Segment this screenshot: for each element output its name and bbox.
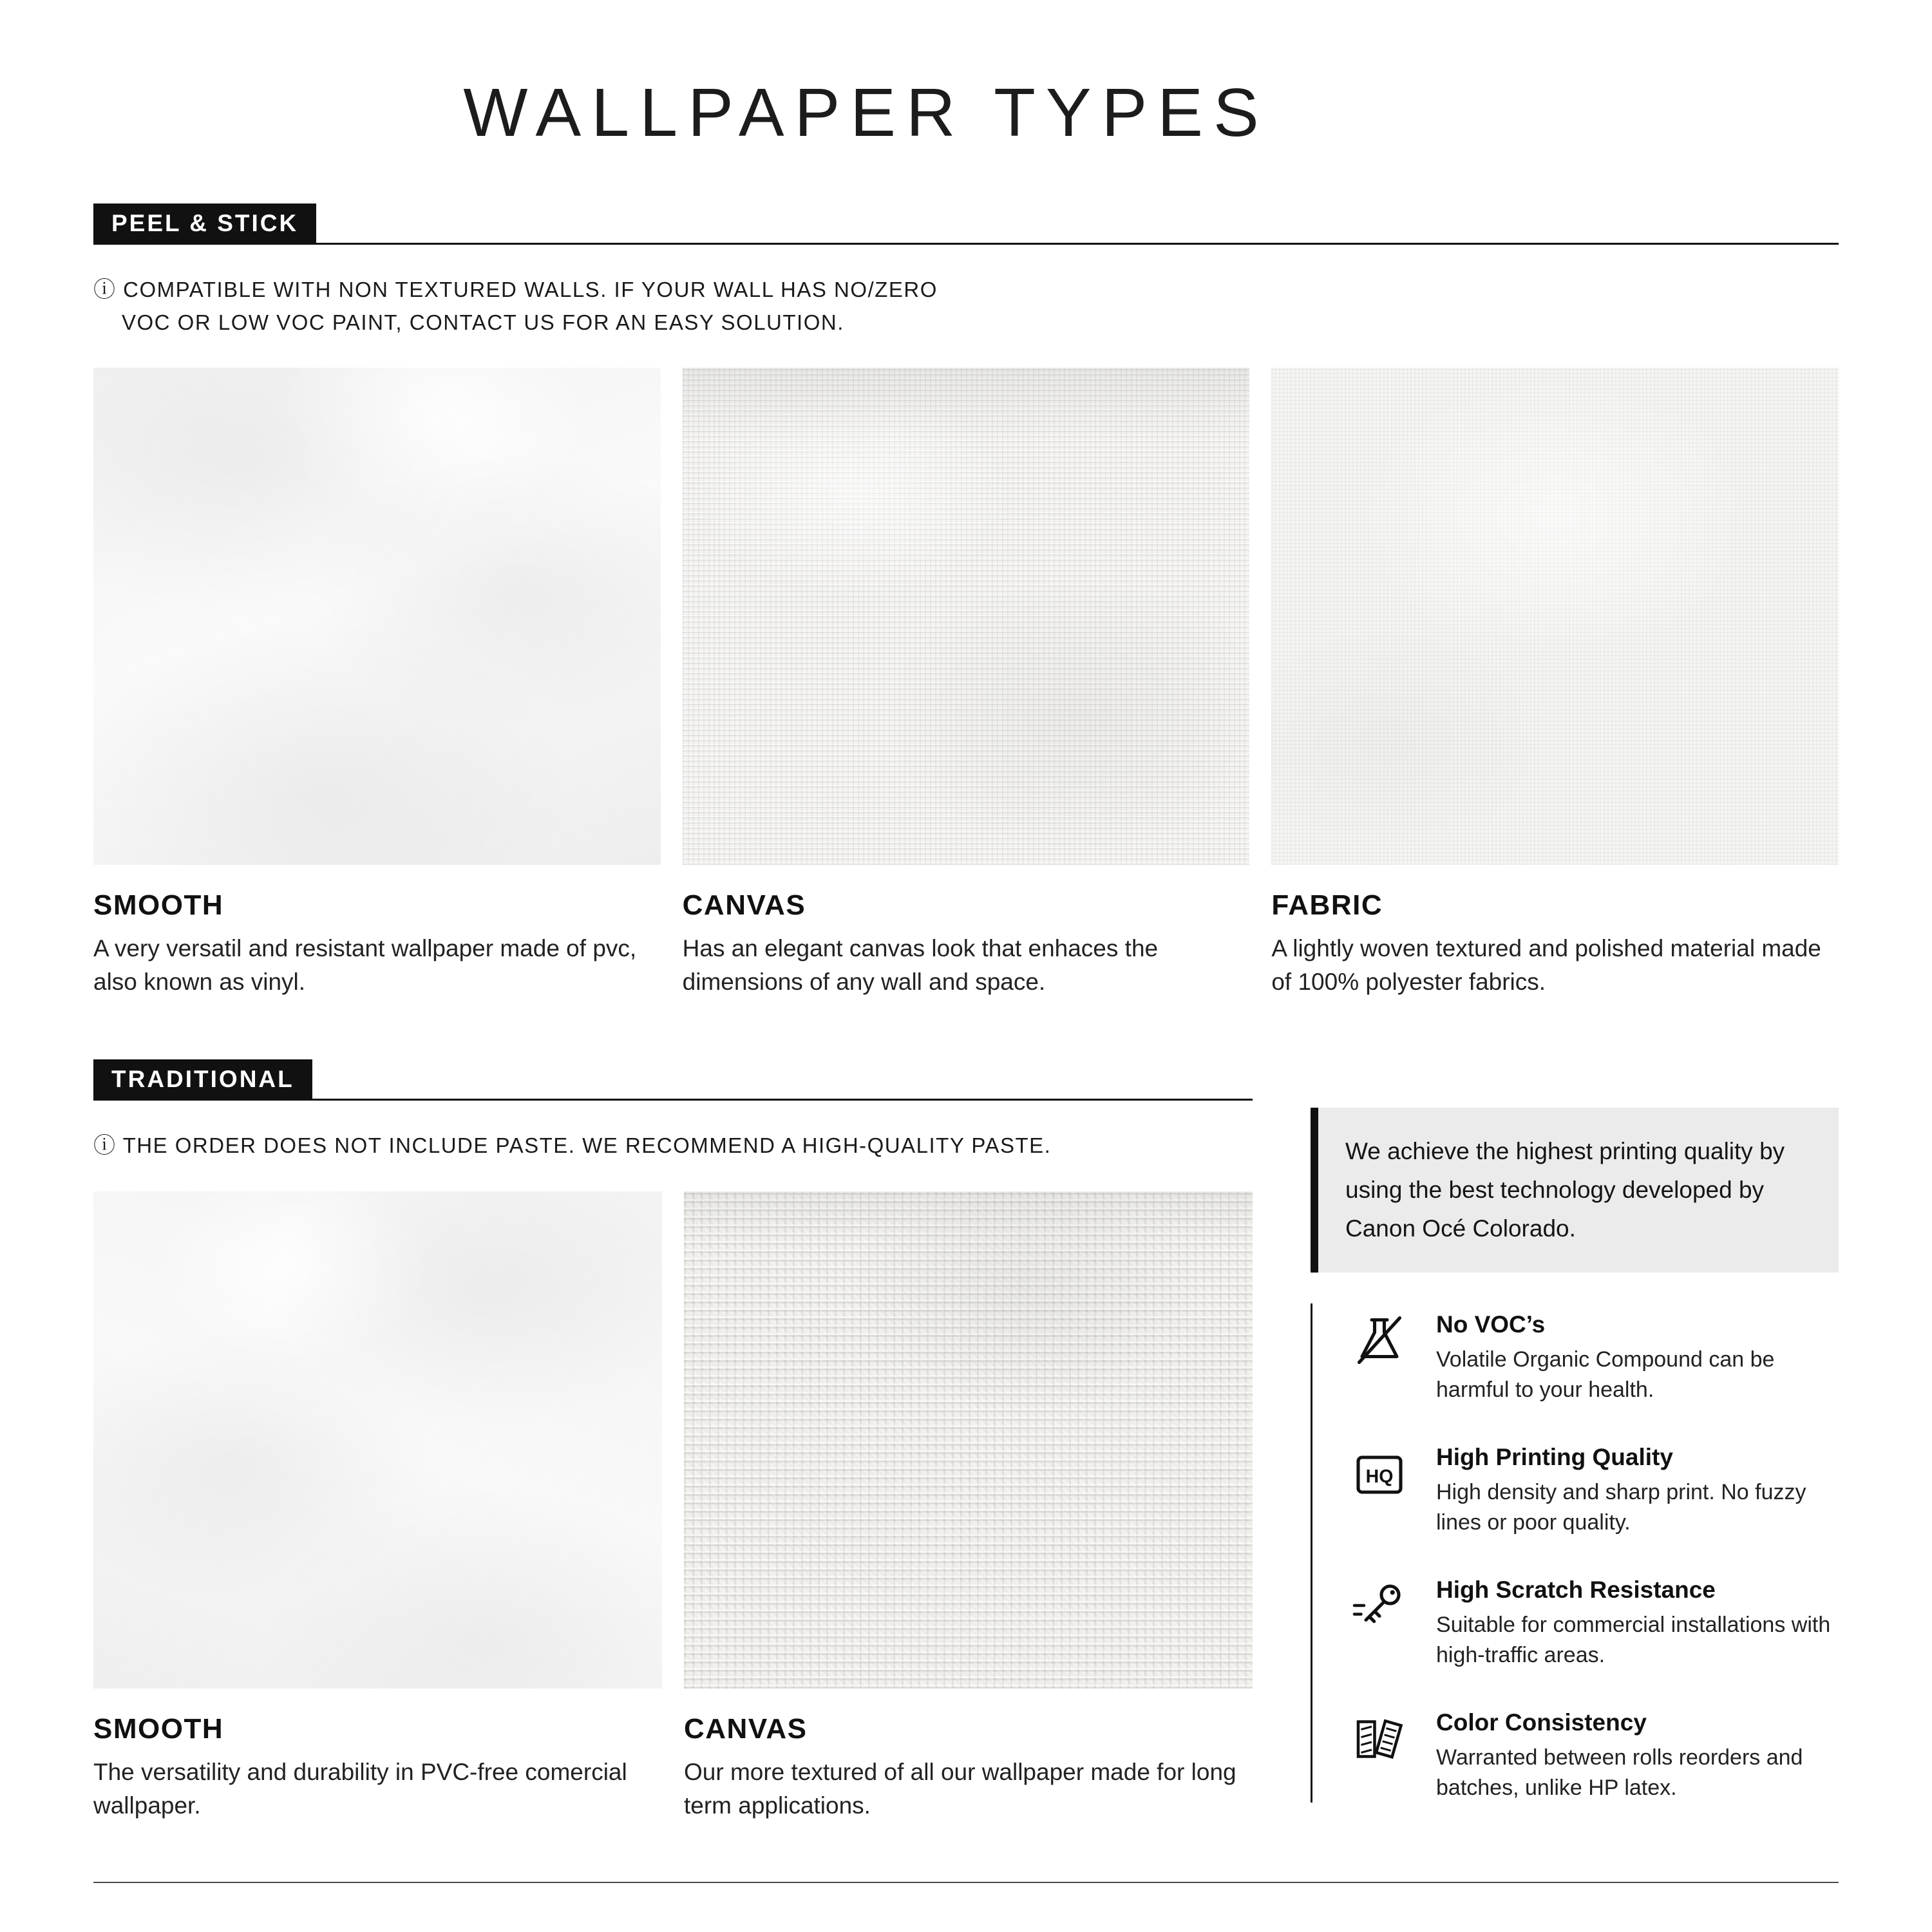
peel-section-label: PEEL & STICK bbox=[93, 204, 316, 245]
info-icon: ⓘ bbox=[93, 278, 117, 303]
peel-info-note bbox=[93, 274, 1839, 339]
feature-color-consistency bbox=[1346, 1709, 1839, 1803]
feature-desc: Volatile Organic Compound can be harmful to your health. bbox=[1436, 1347, 1775, 1403]
feature-desc: High density and sharp print. No fuzzy lines or poor quality. bbox=[1436, 1480, 1806, 1535]
feature-desc: Suitable for commercial installations with high-traffic areas. bbox=[1436, 1612, 1831, 1667]
traditional-swatch-smooth bbox=[93, 1191, 662, 1823]
peel-swatch-smooth bbox=[93, 368, 661, 999]
quality-box bbox=[1311, 1108, 1839, 1273]
swatch-title-smooth: SMOOTH bbox=[93, 1713, 224, 1745]
traditional-section bbox=[93, 1059, 1253, 1841]
swatch-desc-smooth: The versatility and durability in PVC-free comercial wallpaper. bbox=[93, 1759, 627, 1819]
swatch-desc-smooth: A very versatil and resistant wallpaper made of pvc, also known as vinyl. bbox=[93, 934, 637, 995]
peel-info-line1: COMPATIBLE WITH NON TEXTURED WALLS. IF YOUR WALL HAS NO/ZERO bbox=[123, 278, 938, 302]
quality-box-text: We achieve the highest printing quality by using the best technology developed by Canon Océ Colorado. bbox=[1345, 1138, 1785, 1242]
peel-info-line2: VOC OR LOW VOC PAINT, CONTACT US FOR AN EASY SOLUTION. bbox=[122, 310, 844, 335]
feature-no-vocs bbox=[1346, 1311, 1839, 1405]
bottom-divider bbox=[93, 1882, 1839, 1883]
peel-section-rule bbox=[316, 243, 1839, 245]
fabric-texture-image bbox=[1271, 368, 1839, 865]
svg-text:HQ: HQ bbox=[1365, 1466, 1394, 1488]
traditional-info-note bbox=[93, 1130, 1253, 1162]
traditional-section-rule bbox=[312, 1099, 1253, 1101]
canvas-texture-image bbox=[683, 368, 1250, 865]
traditional-section-header bbox=[93, 1059, 1253, 1101]
peel-swatch-canvas bbox=[683, 368, 1250, 999]
canvas-texture-image bbox=[684, 1191, 1253, 1689]
swatch-desc-canvas: Our more textured of all our wallpaper made for long term applications. bbox=[684, 1759, 1236, 1819]
swatch-desc-canvas: Has an elegant canvas look that enhaces the dimensions of any wall and space. bbox=[682, 934, 1159, 995]
swatch-title-fabric: FABRIC bbox=[1271, 889, 1383, 921]
no-voc-icon bbox=[1346, 1311, 1413, 1378]
swatch-title-canvas: CANVAS bbox=[682, 889, 806, 921]
feature-high-printing-quality bbox=[1346, 1444, 1839, 1538]
swatch-title-canvas: CANVAS bbox=[684, 1713, 808, 1745]
peel-section-header bbox=[93, 204, 1839, 245]
traditional-swatch-canvas bbox=[684, 1191, 1253, 1823]
peel-swatch-fabric bbox=[1271, 368, 1839, 999]
feature-scratch-resistance bbox=[1346, 1577, 1839, 1671]
peel-swatch-grid bbox=[93, 368, 1839, 999]
traditional-section-label: TRADITIONAL bbox=[93, 1059, 312, 1101]
lower-area bbox=[93, 1059, 1839, 1841]
feature-title: No VOC’s bbox=[1436, 1311, 1546, 1338]
scratch-resistance-icon bbox=[1346, 1577, 1413, 1643]
feature-title: High Scratch Resistance bbox=[1436, 1576, 1716, 1603]
quality-sidebar bbox=[1311, 1059, 1839, 1841]
high-quality-icon bbox=[1346, 1444, 1413, 1511]
info-icon: ⓘ bbox=[93, 1133, 117, 1159]
color-consistency-icon bbox=[1346, 1709, 1413, 1776]
feature-desc: Warranted between rolls reorders and batches, unlike HP latex. bbox=[1436, 1745, 1803, 1800]
traditional-info-text: THE ORDER DOES NOT INCLUDE PASTE. WE RECOMMEND A HIGH-QUALITY PASTE. bbox=[122, 1133, 1052, 1158]
feature-title: Color Consistency bbox=[1436, 1709, 1647, 1736]
smooth-texture-image bbox=[93, 368, 661, 865]
features-list bbox=[1311, 1303, 1839, 1803]
swatch-desc-fabric: A lightly woven textured and polished material made of 100% polyester fabrics. bbox=[1271, 934, 1821, 995]
traditional-swatch-grid bbox=[93, 1191, 1253, 1823]
title-wrap bbox=[93, 77, 1639, 149]
page-title: WALLPAPER TYPES bbox=[463, 75, 1269, 151]
feature-title: High Printing Quality bbox=[1436, 1444, 1673, 1471]
smooth-texture-image bbox=[93, 1191, 662, 1689]
peel-and-stick-section bbox=[93, 204, 1839, 998]
swatch-title-smooth: SMOOTH bbox=[93, 889, 224, 921]
